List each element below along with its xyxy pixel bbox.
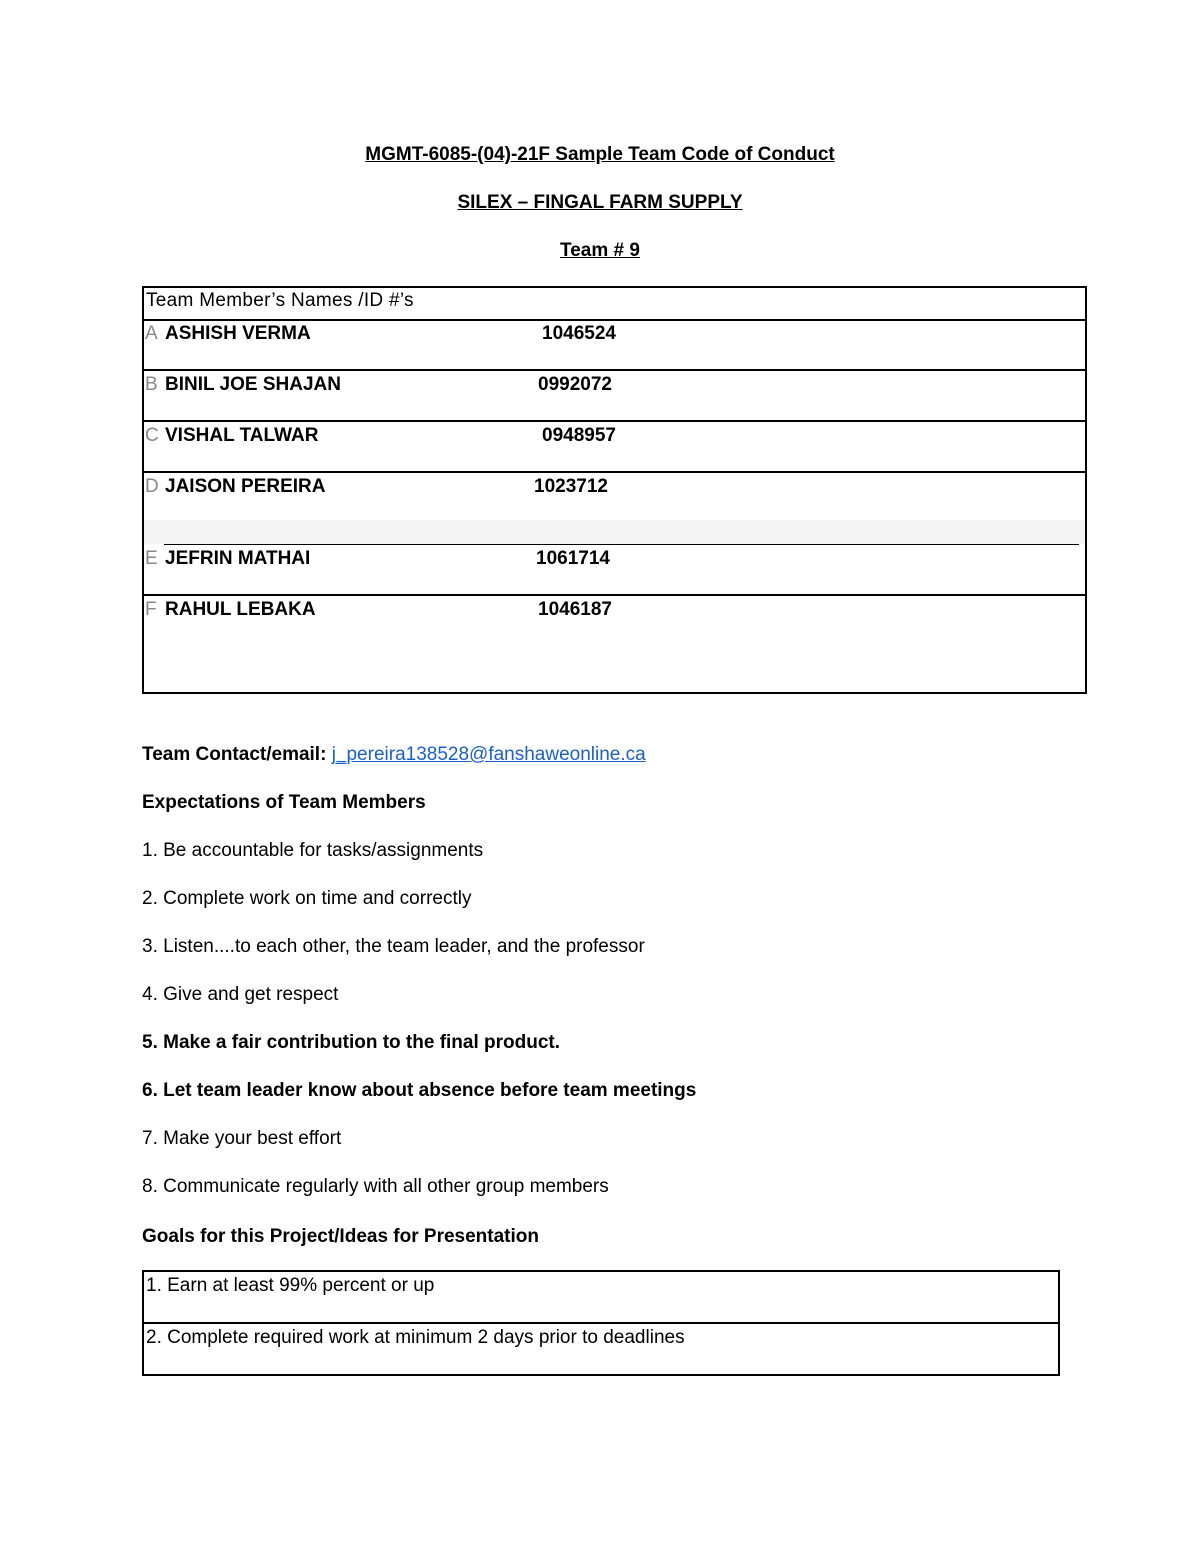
goal-item: 2. Complete required work at minimum 2 days prior to deadlines: [146, 1327, 685, 1348]
document-title: MGMT-6085-(04)-21F Sample Team Code of Conduct: [365, 144, 835, 165]
member-id: 0992072: [538, 374, 612, 395]
expectation-item: 3. Listen....to each other, the team leader, and the professor: [142, 936, 645, 957]
member-letter: D: [145, 476, 159, 497]
contact-email-link[interactable]: j_pereira138528@fanshaweonline.ca: [331, 744, 646, 765]
expectation-item: 5. Make a fair contribution to the final product.: [142, 1032, 561, 1053]
row-shading: [144, 520, 1085, 544]
goals-title: Goals for this Project/Ideas for Presentation: [142, 1226, 539, 1247]
table-divider: [144, 369, 1085, 371]
member-letter: C: [145, 425, 159, 446]
table-divider: [144, 594, 1085, 596]
expectation-item: 1. Be accountable for tasks/assignments: [142, 840, 484, 861]
member-id: 1046187: [538, 599, 612, 620]
member-name: JAISON PEREIRA: [165, 476, 326, 497]
contact-label: Team Contact/email:: [142, 744, 327, 765]
member-letter: F: [145, 599, 157, 620]
table-divider: [144, 319, 1085, 321]
goals-table: [142, 1270, 1060, 1376]
goal-item: 1. Earn at least 99% percent or up: [146, 1275, 435, 1296]
member-id: 0948957: [542, 425, 616, 446]
member-id: 1023712: [534, 476, 608, 497]
members-table-header: Team Member’s Names /ID #’s: [146, 290, 414, 311]
team-number: Team # 9: [560, 240, 640, 261]
member-letter: A: [145, 323, 158, 344]
team-contact: [142, 743, 646, 767]
expectation-item: 2. Complete work on time and correctly: [142, 888, 472, 909]
table-divider: [144, 420, 1085, 422]
table-divider: [164, 544, 1079, 545]
member-name: VISHAL TALWAR: [165, 425, 319, 446]
expectation-item: 4. Give and get respect: [142, 984, 339, 1005]
member-letter: E: [145, 548, 158, 569]
document-subtitle: SILEX – FINGAL FARM SUPPLY: [457, 192, 743, 213]
expectation-item: 8. Communicate regularly with all other group members: [142, 1176, 609, 1197]
member-name: BINIL JOE SHAJAN: [165, 374, 341, 395]
member-name: RAHUL LEBAKA: [165, 599, 316, 620]
member-id: 1046524: [542, 323, 616, 344]
member-name: ASHISH VERMA: [165, 323, 311, 344]
table-divider: [144, 471, 1085, 473]
expectation-item: 7. Make your best effort: [142, 1128, 342, 1149]
table-divider: [144, 1322, 1058, 1324]
member-letter: B: [145, 374, 158, 395]
expectations-title: Expectations of Team Members: [142, 792, 426, 813]
expectation-item: 6. Let team leader know about absence before team meetings: [142, 1080, 697, 1101]
members-table: [142, 286, 1087, 694]
member-name: JEFRIN MATHAI: [165, 548, 311, 569]
member-id: 1061714: [536, 548, 610, 569]
